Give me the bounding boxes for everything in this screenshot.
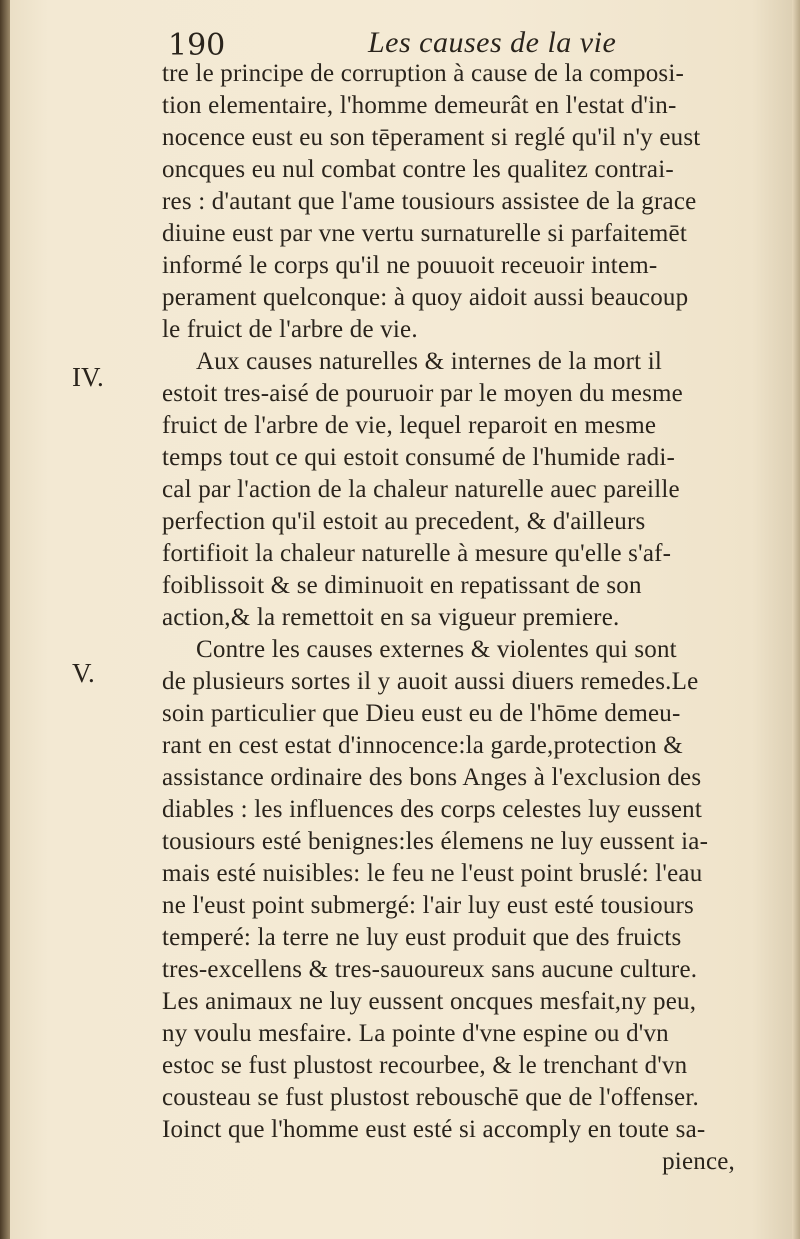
paragraph-start-line: Contre les causes externes & violentes qui sont [196, 636, 677, 663]
body-text [140, 58, 775, 1178]
text-line: estoit tres-aisé de pouruoir par le moyen du mesme [162, 380, 683, 407]
text-line: perfection qu'il estoit au precedent, & d'ailleurs [162, 508, 646, 535]
text-line: rant en cest estat d'innocence:la garde,protection & [162, 732, 683, 759]
text-line: fruict de l'arbre de vie, lequel reparoit en mesme [162, 412, 657, 439]
text-line: temps tout ce qui estoit consumé de l'humide radi- [162, 444, 676, 471]
text-line: diables : les influences des corps celestes luy eussent [162, 796, 703, 823]
text-line: action,& la remettoit en sa vigueur premiere. [162, 604, 620, 631]
text-line: tousiours esté benignes:les élemens ne luy eussent ia- [162, 828, 709, 855]
text-line: diuine eust par vne vertu surnaturelle si parfaitemēt [162, 220, 687, 247]
text-line: informé le corps qu'il ne pouuoit receuoir intem- [162, 252, 658, 279]
text-line: temperé: la terre ne luy eust produit que des fruicts [162, 924, 682, 951]
paragraph-start-line: Aux causes naturelles & internes de la mort il [196, 348, 663, 375]
text-line: tion elementaire, l'homme demeurât en l'estat d'in- [162, 92, 677, 119]
text-line: mais esté nuisibles: le feu ne l'eust point bruslé: l'eau [162, 860, 703, 887]
text-line: ne l'eust point submergé: l'air luy eust esté tousiours [162, 892, 694, 919]
text-line: cousteau se fust plustost rebouschē que de l'offenser. [162, 1084, 699, 1111]
running-title: Les causes de la vie [368, 26, 617, 59]
text-line: tres-excellens & tres-sauoureux sans aucune culture. [162, 956, 698, 983]
text-line: oncques eu nul combat contre les qualitez contrai- [162, 156, 674, 183]
text-line: tre le principe de corruption à cause de la composi- [162, 60, 684, 87]
text-line: estoc se fust plustost recourbee, & le trenchant d'vn [162, 1052, 688, 1079]
book-spine-edge [0, 0, 10, 1239]
catchword-line: pience, [662, 1148, 735, 1175]
text-line: assistance ordinaire des bons Anges à l'exclusion des [162, 764, 702, 791]
margin-marker-v: V. [72, 658, 95, 688]
text-line: le fruict de l'arbre de vie. [162, 316, 418, 343]
text-line: soin particulier que Dieu eust eu de l'hōme demeu- [162, 700, 681, 727]
text-line: Ioinct que l'homme eust esté si accomply en toute sa- [162, 1116, 706, 1143]
margin-marker-iv: IV. [72, 362, 104, 392]
text-line: fortifioit la chaleur naturelle à mesure qu'elle s'af- [162, 540, 672, 567]
text-line: Les animaux ne luy eussent oncques mesfait,ny peu, [162, 988, 697, 1015]
text-line: foiblissoit & se diminuoit en repatissant de son [162, 572, 642, 599]
text-line: de plusieurs sortes il y auoit aussi diuers remedes.Le [162, 668, 699, 695]
text-line: ny voulu mesfaire. La pointe d'vne espine ou d'vn [162, 1020, 669, 1047]
text-line: cal par l'action de la chaleur naturelle auec pareille [162, 476, 680, 503]
page-header [168, 22, 728, 62]
text-line: res : d'autant que l'ame tousiours assistee de la grace [162, 188, 697, 215]
text-line: nocence eust eu son tēperament si reglé qu'il n'y eust [162, 124, 701, 151]
text-line: perament quelconque: à quoy aidoit aussi beaucoup [162, 284, 689, 311]
page-right-edge [792, 0, 800, 1239]
page-number: 190 [168, 28, 226, 63]
